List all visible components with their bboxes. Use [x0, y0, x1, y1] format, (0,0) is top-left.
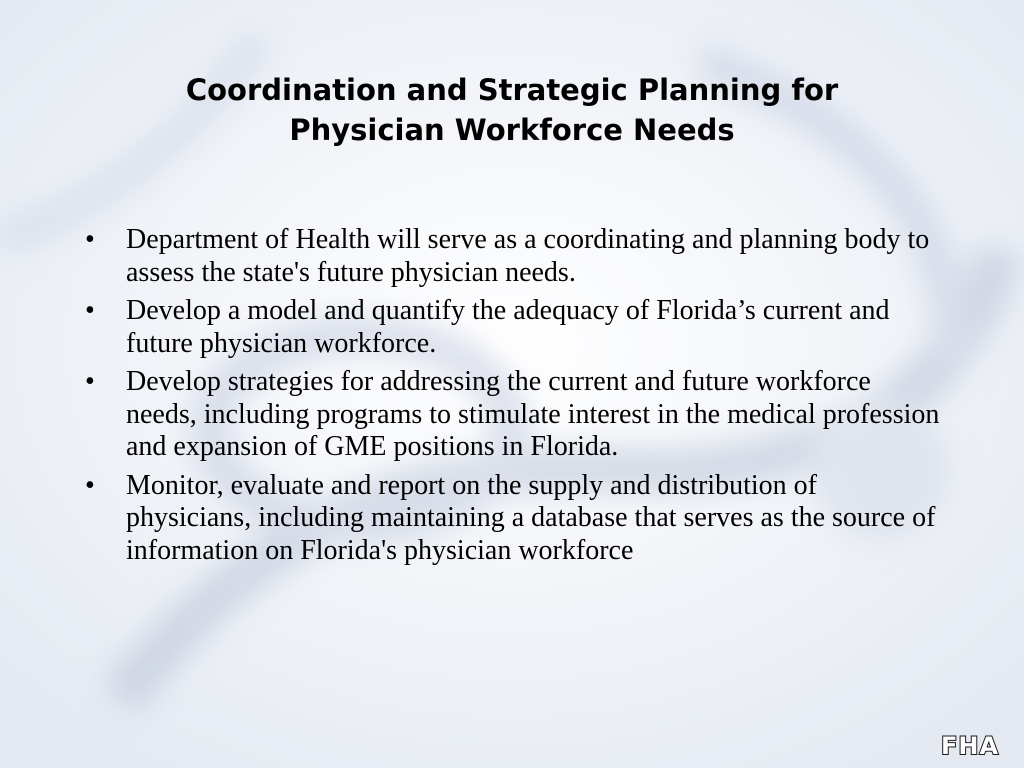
bullet-item — [85, 366, 945, 464]
bullet-text: Department of Health will serve as a coordinating and planning body to assess the state's future physician needs. — [126, 224, 930, 288]
bullet-text: Monitor, evaluate and report on the supply and distribution of physicians, including maintaining a database that serves as the source of information on Florida's physician workforce — [126, 469, 936, 566]
bullet-list — [85, 224, 945, 573]
bullet-marker: • — [85, 469, 95, 501]
bullet-marker: • — [85, 224, 95, 255]
bullet-text: Develop strategies for addressing the current and future workforce needs, including programs to stimulate interest in the medical profession and expansion of GME positions in Florida. — [126, 366, 940, 462]
slide-title-line-1: Coordination and Strategic Planning for — [185, 73, 839, 107]
fha-logo-text: FHA — [940, 732, 1000, 758]
bullet-item — [85, 224, 945, 289]
bullet-marker: • — [85, 366, 95, 397]
slide-title-line-2: Physician Workforce Needs — [289, 113, 735, 147]
bullet-item — [85, 470, 945, 568]
bullet-item — [85, 295, 945, 360]
fha-logo — [930, 732, 1010, 758]
slide-title — [100, 70, 924, 150]
bullet-text: Develop a model and quantify the adequacy of Florida’s current and future physician workforce. — [126, 295, 890, 359]
bullet-marker: • — [85, 295, 95, 326]
